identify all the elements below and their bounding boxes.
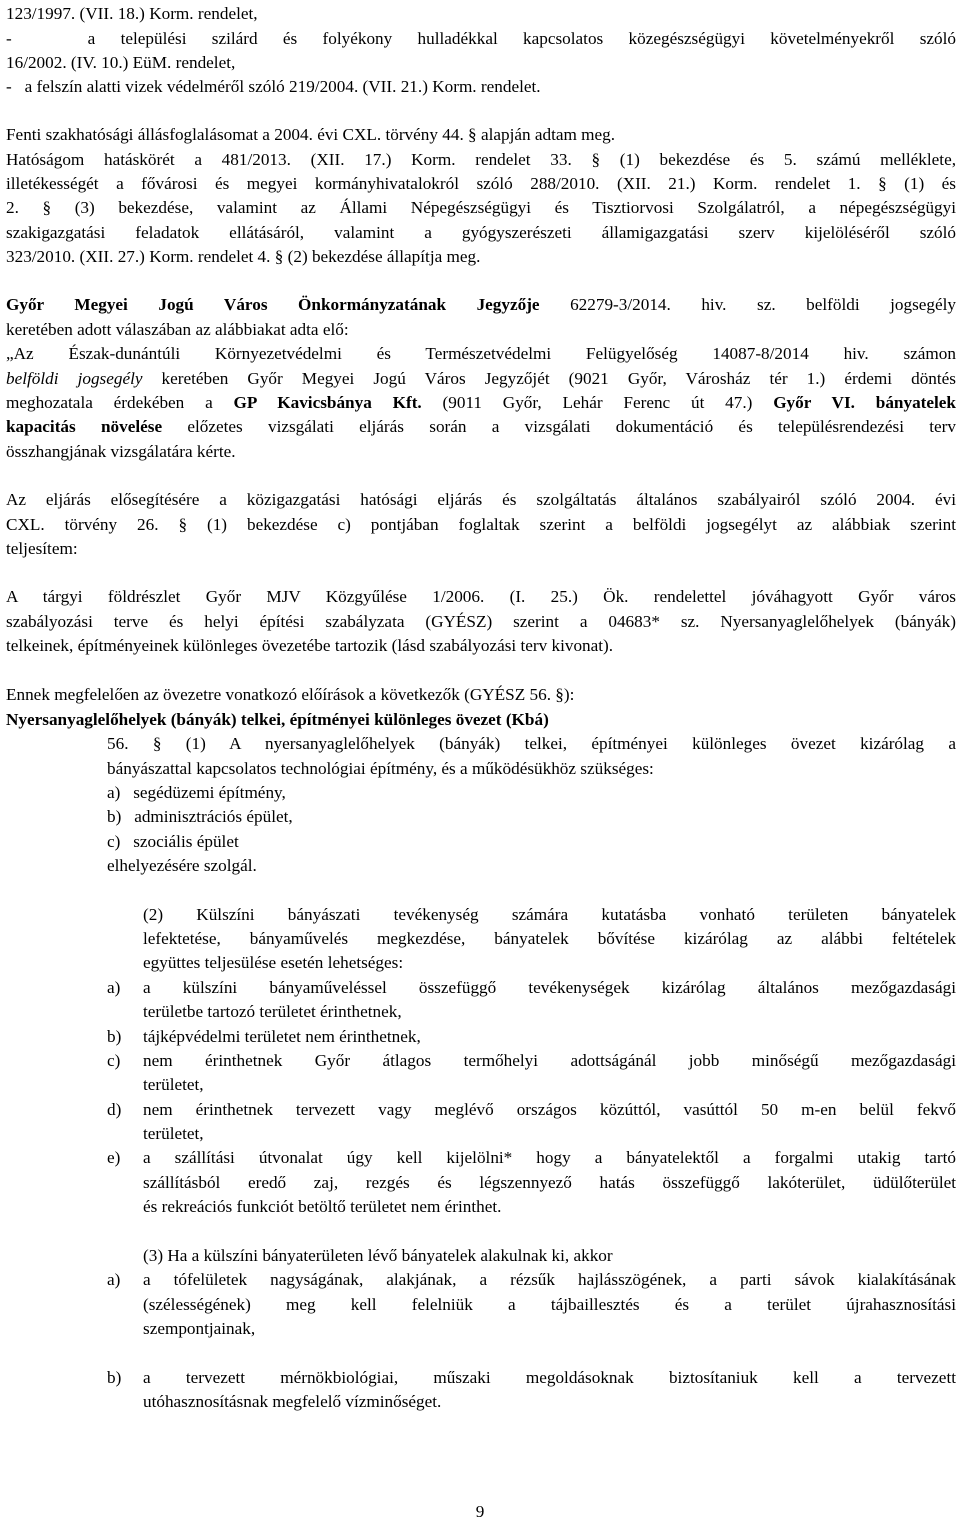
text-line: (2) Külszíni bányászati tevékenység számára kutatásba vonható területen bányatelek (143, 905, 956, 924)
text-line: és rekreációs funkciót betöltő területet nem érinthet. (143, 1197, 502, 1216)
text-line: b) adminisztrációs épület, (107, 807, 293, 826)
text-line: Nyersanyaglelőhelyek (bányák) telkei, építményei különleges övezet (Kbá) (6, 710, 549, 729)
text-line: szempontjainak, (143, 1319, 256, 1338)
text-line: kapacitás növelése előzetes vizsgálati eljárás során a vizsgálati dokumentáció és településrendezési terv (6, 417, 956, 436)
text-line: CXL. törvény 26. § (1) bekezdése c) pontjában foglaltak szerint a belföldi jogsegélyt az alábbiak szerint (6, 515, 956, 534)
text-line: szabályozási terve és helyi építési szabályzata (GYÉSZ) szerint a 04683* sz. Nyersanyaglelőhelyek (bányák) (6, 612, 956, 631)
text-line: - a felszín alatti vizek védelméről szóló 219/2004. (VII. 21.) Korm. rendelet. (6, 77, 541, 96)
text-line: Győr Megyei Jogú Város Önkormányzatának Jegyzője 62279-3/2014. hiv. sz. belföldi jogsegély (6, 295, 956, 314)
text-line: lefektetése, bányaművelés megkezdése, bányatelek bővítése kizárólag az alábbi feltételek (143, 929, 956, 948)
text-line: telkeinek, építményeinek különleges övezetébe tartozik (lásd szabályozási terv kivonat). (6, 636, 614, 655)
text-line: a szállítási útvonalat úgy kell kijelölni* hogy a bányatelektől a forgalmi utakig tartó (143, 1148, 956, 1167)
text-line: Hatóságom hatáskörét a 481/2013. (XII. 17.) Korm. rendelet 33. § (1) bekezdése és 5. számú melléklete, (6, 150, 956, 169)
text-line: b) (107, 1368, 122, 1387)
text-line: b) (107, 1027, 122, 1046)
text-line: 2. § (3) bekezdése, valamint az Állami Népegészségügyi és Tisztiorvosi Szolgálatról, a népegészségügyi (6, 198, 956, 217)
text-line: - a települési szilárd és folyékony hulladékkal kapcsolatos közegészségügyi követelményekről szóló (6, 29, 956, 48)
text-line: 56. § (1) A nyersanyaglelőhelyek (bányák) telkei, építményei különleges övezet kizárólag a (107, 734, 956, 753)
text-line: területet, (143, 1124, 204, 1143)
text-line: meghozatala érdekében a GP Kavicsbánya Kft. (9011 Győr, Lehár Ferenc út 47.) Győr VI. bányatelek (6, 393, 956, 412)
text-line: a) (107, 978, 121, 997)
text-line: szakigazgatási feladatok ellátásáról, valamint a gyógyszerészeti államigazgatási szerv kijelöléséről szóló (6, 223, 956, 242)
text-line: nem érinthetnek Győr átlagos termőhelyi adottságánál jobb minőségű mezőgazdasági (143, 1051, 956, 1070)
text-line: 323/2010. (XII. 27.) Korm. rendelet 4. § (2) bekezdése állapítja meg. (6, 247, 481, 266)
text-line: 123/1997. (VII. 18.) Korm. rendelet, (6, 4, 258, 23)
text-line: a külszíni bányaműveléssel összefüggő tevékenységek kizárólag általános mezőgazdasági (143, 978, 956, 997)
text-line: Fenti szakhatósági állásfoglalásomat a 2004. évi CXL. törvény 44. § alapján adtam meg. (6, 125, 616, 144)
text-line: „Az Észak-dunántúli Környezetvédelmi és Természetvédelmi Felügyelőség 14087-8/2014 hiv. számon (6, 344, 956, 363)
text-line: belföldi jogsegély keretében Győr Megyei Jogú Város Jegyzőjét (9021 Győr, Városház tér 1.) érdemi döntés (6, 369, 956, 388)
text-line: keretében adott válaszában az alábbiakat adta elő: (6, 320, 349, 339)
text-line: összhangjának vizsgálatára kérte. (6, 442, 236, 461)
text-line: 16/2002. (IV. 10.) EüM. rendelet, (6, 53, 236, 72)
text-line: nem érinthetnek tervezett vagy meglévő országos közúttól, vasúttól 50 m-en belül fekvő (143, 1100, 956, 1119)
text-line: területbe tartozó területet érinthetnek, (143, 1002, 402, 1021)
text-line: elhelyezésére szolgál. (107, 856, 257, 875)
text-line: területet, (143, 1075, 204, 1094)
text-line: A tárgyi földrészlet Győr MJV Közgyűlése 1/2006. (I. 25.) Ök. rendelettel jóváhagyott Győr város (6, 587, 956, 606)
text-line: a) (107, 1270, 121, 1289)
text-line: c) (107, 1051, 121, 1070)
text-line: utóhasznosításnak megfelelő vízminőséget. (143, 1392, 442, 1411)
text-line: d) (107, 1100, 122, 1119)
text-line: (3) Ha a külszíni bányaterületen lévő bányatelek alakulnak ki, akkor (143, 1246, 613, 1265)
text-line: bányászattal kapcsolatos technológiai építmény, és a működésükhöz szükséges: (107, 759, 654, 778)
text-line: teljesítem: (6, 539, 78, 558)
text-line: tájképvédelmi területet nem érinthetnek, (143, 1027, 421, 1046)
text-line: (szélességének) meg kell felelniük a tájbaillesztés és a terület újrahasznosítási (143, 1295, 956, 1314)
text-line: c) szociális épület (107, 832, 239, 851)
text-line: a) segédüzemi építmény, (107, 783, 286, 802)
text-line: Az eljárás elősegítésére a közigazgatási hatósági eljárás és szolgáltatás általános szabályairól szóló 2004. évi (6, 490, 956, 509)
text-line: szállításból eredő zaj, rezgés és légszennyező hatás összefüggő lakóterület, üdülőterület (143, 1173, 956, 1192)
text-line: a tófelületek nagyságának, alakjának, a rézsűk hajlásszögének, a parti sávok kialakításának (143, 1270, 956, 1289)
page-number: 9 (475, 1502, 485, 1521)
text-line: e) (107, 1148, 121, 1167)
text-line: a tervezett mérnökbiológiai, műszaki megoldásoknak biztosítaniuk kell a tervezett (143, 1368, 956, 1387)
text-line: illetékességét a fővárosi és megyei kormányhivatalokról szóló 288/2010. (XII. 21.) Korm. rendelet 1. § (1) és (6, 174, 956, 193)
text-line: Ennek megfelelően az övezetre vonatkozó előírások a következők (GYÉSZ 56. §): (6, 685, 575, 704)
text-line: együttes teljesülése esetén lehetséges: (143, 953, 404, 972)
